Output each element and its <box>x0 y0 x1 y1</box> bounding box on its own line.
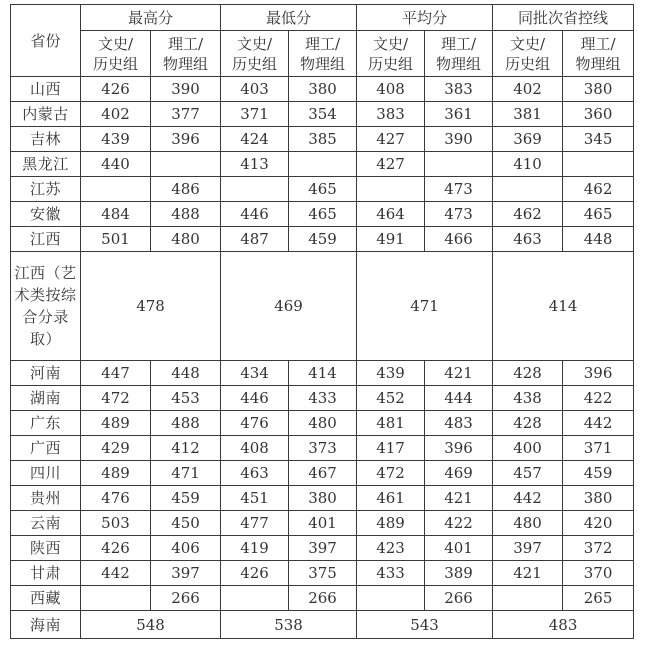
table-body-hainan <box>11 611 634 639</box>
score-cell-merged: 483 <box>493 611 634 639</box>
score-cell: 427 <box>357 127 425 152</box>
admission-scores-table <box>10 4 634 639</box>
score-cell: 473 <box>425 202 493 227</box>
score-cell: 453 <box>151 386 221 411</box>
score-cell: 401 <box>289 511 357 536</box>
score-cell: 408 <box>221 436 289 461</box>
score-cell: 402 <box>493 77 563 102</box>
header-row-sub <box>11 31 634 77</box>
table-row <box>11 461 634 486</box>
header-sub-liberal: 文史/ 历史组 <box>81 31 151 77</box>
score-cell: 385 <box>289 127 357 152</box>
score-cell <box>221 586 289 611</box>
province-cell: 陕西 <box>11 536 81 561</box>
score-cell: 396 <box>563 361 634 386</box>
score-cell: 473 <box>425 177 493 202</box>
province-cell: 四川 <box>11 461 81 486</box>
score-cell: 451 <box>221 486 289 511</box>
score-cell: 442 <box>81 561 151 586</box>
score-cell: 480 <box>289 411 357 436</box>
province-cell: 湖南 <box>11 386 81 411</box>
province-cell: 安徽 <box>11 202 81 227</box>
score-cell <box>425 152 493 177</box>
score-cell-merged: 548 <box>81 611 221 639</box>
score-cell: 265 <box>563 586 634 611</box>
score-cell: 380 <box>289 77 357 102</box>
score-cell: 266 <box>151 586 221 611</box>
score-cell: 354 <box>289 102 357 127</box>
score-cell: 438 <box>493 386 563 411</box>
score-cell: 266 <box>425 586 493 611</box>
header-sub-science: 理工/ 物理组 <box>425 31 493 77</box>
score-cell: 480 <box>151 227 221 252</box>
score-cell: 486 <box>151 177 221 202</box>
score-cell: 469 <box>425 461 493 486</box>
score-cell: 428 <box>493 361 563 386</box>
score-cell: 466 <box>425 227 493 252</box>
score-cell: 459 <box>563 461 634 486</box>
score-cell: 380 <box>563 486 634 511</box>
table-row <box>11 202 634 227</box>
score-cell: 424 <box>221 127 289 152</box>
score-cell: 488 <box>151 411 221 436</box>
header-sub-liberal: 文史/ 历史组 <box>357 31 425 77</box>
score-cell: 361 <box>425 102 493 127</box>
score-cell: 465 <box>563 202 634 227</box>
score-cell: 488 <box>151 202 221 227</box>
score-cell: 442 <box>493 486 563 511</box>
province-cell: 广西 <box>11 436 81 461</box>
header-avg: 平均分 <box>357 5 493 31</box>
province-cell: 河南 <box>11 361 81 386</box>
score-cell: 503 <box>81 511 151 536</box>
table-row <box>11 486 634 511</box>
score-cell: 390 <box>425 127 493 152</box>
score-cell: 472 <box>357 461 425 486</box>
score-cell: 402 <box>81 102 151 127</box>
score-cell: 446 <box>221 386 289 411</box>
province-cell: 西藏 <box>11 586 81 611</box>
score-cell: 383 <box>357 102 425 127</box>
score-cell: 371 <box>563 436 634 461</box>
score-cell: 421 <box>425 486 493 511</box>
score-cell: 401 <box>425 536 493 561</box>
score-cell: 484 <box>81 202 151 227</box>
score-cell-merged: 543 <box>357 611 493 639</box>
table-row <box>11 177 634 202</box>
score-cell: 396 <box>425 436 493 461</box>
header-sub-science: 理工/ 物理组 <box>151 31 221 77</box>
score-cell: 483 <box>425 411 493 436</box>
province-cell: 江西 <box>11 227 81 252</box>
score-cell: 489 <box>81 461 151 486</box>
score-cell: 476 <box>221 411 289 436</box>
score-cell: 426 <box>81 77 151 102</box>
province-cell: 江西（艺术类按综合分录取） <box>11 252 81 361</box>
score-cell: 452 <box>357 386 425 411</box>
score-cell <box>151 152 221 177</box>
table-row-hainan <box>11 611 634 639</box>
score-cell <box>221 177 289 202</box>
header-control-line: 同批次省控线 <box>493 5 634 31</box>
score-cell: 383 <box>425 77 493 102</box>
score-cell: 457 <box>493 461 563 486</box>
score-cell: 369 <box>493 127 563 152</box>
score-cell: 444 <box>425 386 493 411</box>
score-cell: 406 <box>151 536 221 561</box>
score-cell: 447 <box>81 361 151 386</box>
score-cell <box>563 152 634 177</box>
province-cell: 江苏 <box>11 177 81 202</box>
score-cell: 463 <box>221 461 289 486</box>
table-row <box>11 536 634 561</box>
score-cell: 422 <box>425 511 493 536</box>
score-cell: 421 <box>425 361 493 386</box>
score-cell-merged: 538 <box>221 611 357 639</box>
score-cell: 408 <box>357 77 425 102</box>
score-cell: 371 <box>221 102 289 127</box>
province-cell: 山西 <box>11 77 81 102</box>
score-cell: 463 <box>493 227 563 252</box>
score-cell: 450 <box>151 511 221 536</box>
score-cell: 465 <box>289 202 357 227</box>
score-cell: 428 <box>493 411 563 436</box>
score-cell: 467 <box>289 461 357 486</box>
score-cell: 413 <box>221 152 289 177</box>
table-row <box>11 436 634 461</box>
score-cell: 448 <box>563 227 634 252</box>
score-cell <box>289 152 357 177</box>
score-cell: 360 <box>563 102 634 127</box>
score-cell: 464 <box>357 202 425 227</box>
table-body-a <box>11 77 634 252</box>
table-row <box>11 152 634 177</box>
header-sub-liberal: 文史/ 历史组 <box>221 31 289 77</box>
province-cell: 贵州 <box>11 486 81 511</box>
score-cell-merged: 478 <box>81 252 221 361</box>
score-cell: 440 <box>81 152 151 177</box>
score-cell: 471 <box>151 461 221 486</box>
table-row <box>11 102 634 127</box>
score-cell: 390 <box>151 77 221 102</box>
score-cell-merged: 414 <box>493 252 634 361</box>
score-cell: 429 <box>81 436 151 461</box>
score-cell <box>81 177 151 202</box>
province-cell: 云南 <box>11 511 81 536</box>
score-cell: 403 <box>221 77 289 102</box>
score-cell-merged: 469 <box>221 252 357 361</box>
province-cell: 海南 <box>11 611 81 639</box>
table-row <box>11 511 634 536</box>
score-cell: 501 <box>81 227 151 252</box>
province-cell: 吉林 <box>11 127 81 152</box>
province-cell: 广东 <box>11 411 81 436</box>
table-row <box>11 386 634 411</box>
province-cell: 内蒙古 <box>11 102 81 127</box>
score-cell: 439 <box>357 361 425 386</box>
score-cell: 380 <box>563 77 634 102</box>
header-sub-liberal: 文史/ 历史组 <box>493 31 563 77</box>
score-cell: 433 <box>357 561 425 586</box>
score-cell: 489 <box>81 411 151 436</box>
score-cell: 448 <box>151 361 221 386</box>
score-cell: 412 <box>151 436 221 461</box>
score-cell: 487 <box>221 227 289 252</box>
score-cell: 397 <box>493 536 563 561</box>
score-cell: 422 <box>563 386 634 411</box>
score-cell: 423 <box>357 536 425 561</box>
score-cell: 480 <box>493 511 563 536</box>
score-cell: 442 <box>563 411 634 436</box>
province-cell: 黑龙江 <box>11 152 81 177</box>
score-cell: 426 <box>221 561 289 586</box>
score-cell: 400 <box>493 436 563 461</box>
score-cell: 410 <box>493 152 563 177</box>
score-cell: 420 <box>563 511 634 536</box>
header-province: 省份 <box>11 5 81 77</box>
score-cell: 417 <box>357 436 425 461</box>
score-cell: 439 <box>81 127 151 152</box>
table-row <box>11 561 634 586</box>
table-row <box>11 411 634 436</box>
header-sub-science: 理工/ 物理组 <box>289 31 357 77</box>
score-cell: 462 <box>493 202 563 227</box>
score-cell: 414 <box>289 361 357 386</box>
score-cell <box>493 586 563 611</box>
score-cell: 465 <box>289 177 357 202</box>
score-cell-merged: 471 <box>357 252 493 361</box>
score-cell: 491 <box>357 227 425 252</box>
score-cell: 419 <box>221 536 289 561</box>
score-cell: 372 <box>563 536 634 561</box>
score-cell: 397 <box>289 536 357 561</box>
score-cell: 396 <box>151 127 221 152</box>
score-cell: 266 <box>289 586 357 611</box>
score-cell: 481 <box>357 411 425 436</box>
header-min: 最低分 <box>221 5 357 31</box>
score-cell: 459 <box>151 486 221 511</box>
header-max: 最高分 <box>81 5 221 31</box>
score-cell: 489 <box>357 511 425 536</box>
score-cell: 434 <box>221 361 289 386</box>
table-row <box>11 361 634 386</box>
score-cell: 381 <box>493 102 563 127</box>
score-cell: 433 <box>289 386 357 411</box>
table-row <box>11 227 634 252</box>
table-row <box>11 77 634 102</box>
score-cell: 375 <box>289 561 357 586</box>
score-cell <box>357 177 425 202</box>
score-cell: 461 <box>357 486 425 511</box>
score-cell <box>493 177 563 202</box>
table-row <box>11 586 634 611</box>
score-cell: 477 <box>221 511 289 536</box>
score-cell: 446 <box>221 202 289 227</box>
header-sub-science: 理工/ 物理组 <box>563 31 634 77</box>
table-body-b <box>11 361 634 611</box>
table-body-art <box>11 252 634 361</box>
score-cell: 380 <box>289 486 357 511</box>
score-cell: 373 <box>289 436 357 461</box>
province-cell: 甘肃 <box>11 561 81 586</box>
table-row-art <box>11 252 634 361</box>
score-cell: 426 <box>81 536 151 561</box>
header-row-groups <box>11 5 634 31</box>
score-cell: 345 <box>563 127 634 152</box>
score-cell <box>357 586 425 611</box>
score-cell: 476 <box>81 486 151 511</box>
score-cell: 389 <box>425 561 493 586</box>
score-cell <box>81 586 151 611</box>
score-cell: 377 <box>151 102 221 127</box>
score-cell: 472 <box>81 386 151 411</box>
score-cell: 370 <box>563 561 634 586</box>
score-cell: 421 <box>493 561 563 586</box>
score-cell: 459 <box>289 227 357 252</box>
score-cell: 462 <box>563 177 634 202</box>
score-cell: 397 <box>151 561 221 586</box>
score-cell: 427 <box>357 152 425 177</box>
table-row <box>11 127 634 152</box>
